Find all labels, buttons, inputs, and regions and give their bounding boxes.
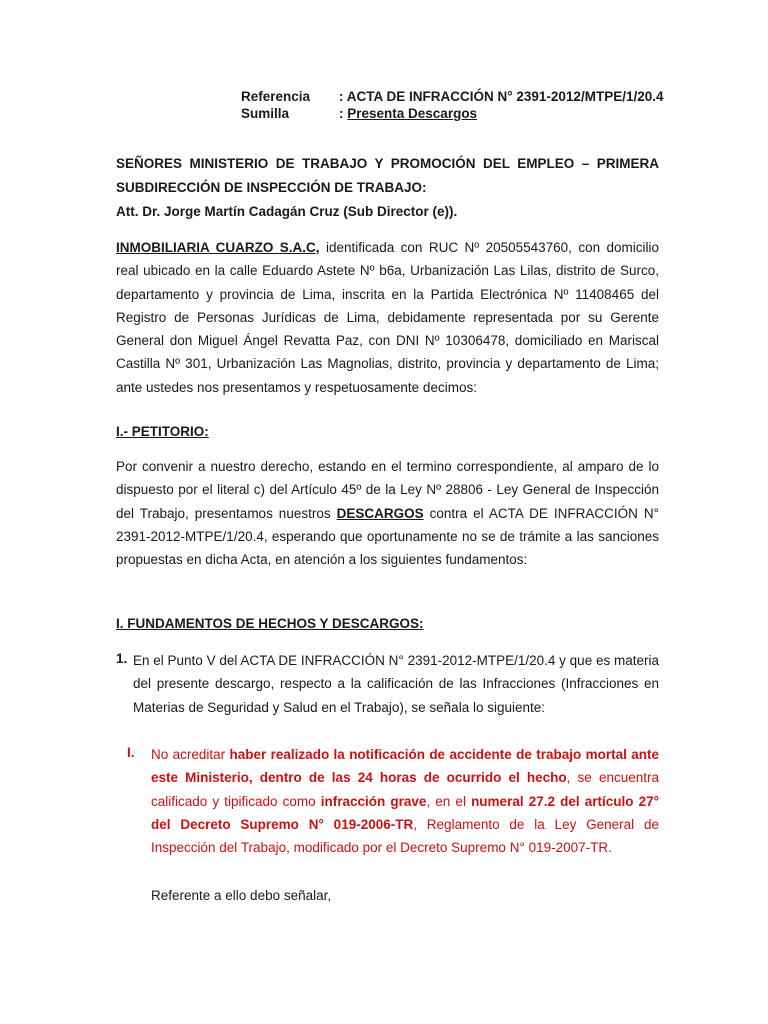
sub-item-number: I. [127, 745, 135, 760]
petitorio-title: I.- PETITORIO: [116, 424, 209, 439]
sumilla-label: Sumilla [241, 106, 290, 121]
addressee-line-1: SEÑORES MINISTERIO DE TRABAJO Y PROMOCIÓN DEL EMPLEO – PRIMERA [116, 156, 659, 171]
addressee-line-2: SUBDIRECCIÓN DE INSPECCIÓN DE TRABAJO: [116, 180, 427, 195]
petitorio-paragraph: Por convenir a nuestro derecho, estando en el termino correspondiente, al amparo de lo dispuesto por el literal c) del Artículo 45º de la Ley Nº 28806 - Ley General de Inspección del Trabajo, presentamos nuestros DESCARGOS contra el ACTA DE INFRACCIÓN N° 2391-2012-MTPE/1/20.4, esperando que oportunamente no se de trámite a las sanciones propuestas en dicha Acta, en atención a los siguientes fundamentos: [116, 459, 659, 568]
item-1-number: 1. [116, 651, 128, 666]
addressee-att: Att. Dr. Jorge Martín Cadagán Cruz (Sub Director (e)). [116, 204, 458, 219]
reference-label: Referencia [241, 89, 311, 104]
reference-value: : ACTA DE INFRACCIÓN N° 2391-2012/MTPE/1/20.4 [339, 89, 664, 104]
descargos-word: DESCARGOS [336, 505, 424, 521]
fundamentos-title: I. FUNDAMENTOS DE HECHOS Y DESCARGOS: [116, 616, 424, 631]
company-name: INMOBILIARIA CUARZO S.A.C, [116, 240, 320, 255]
addressee [116, 152, 659, 224]
closing-line: Referente a ello debo señalar, [151, 888, 332, 903]
sumilla-value: : Presenta Descargos [339, 106, 478, 121]
intro-paragraph: INMOBILIARIA CUARZO S.A.C, identificada con RUC Nº 20505543760, con domicilio real ubicado en la calle Eduardo Astete Nº b6a, Urbanización Las Lilas, distrito de Surco, departamento y provincia de Lima, inscrita en la Partida Electrónica Nº 11408465 del Registro de Personas Jurídicas de Lima, debidamente representada por su Gerente General don Miguel Ángel Revatta Paz, con DNI Nº 10306478, domiciliado en Mariscal Castilla Nº 301, Urbanización Las Magnolias, distrito, provincia y departamento de Lima; ante ustedes nos presentamos y respetuosamente decimos: [116, 240, 660, 395]
sub-item-text: No acreditar haber realizado la notificación de accidente de trabajo mortal ante este Ministerio, dentro de las 24 horas de ocurrido el hecho, se encuentra calificado y tipificado como infracción grave, en el numeral 27.2 del artículo 27° del Decreto Supremo N° 019-2006-TR, Reglamento de la Ley General de Inspección del Trabajo, modificado por el Decreto Supremo N° 019-2007-TR. [151, 747, 659, 856]
item-1-text: En el Punto V del ACTA DE INFRACCIÓN N° 2391-2012-MTPE/1/20.4 y que es materia del presente descargo, respecto a la calificación de las Infracciones (Infracciones en Materias de Seguridad y Salud en el Trabajo), se señala lo siguiente: [133, 653, 659, 715]
